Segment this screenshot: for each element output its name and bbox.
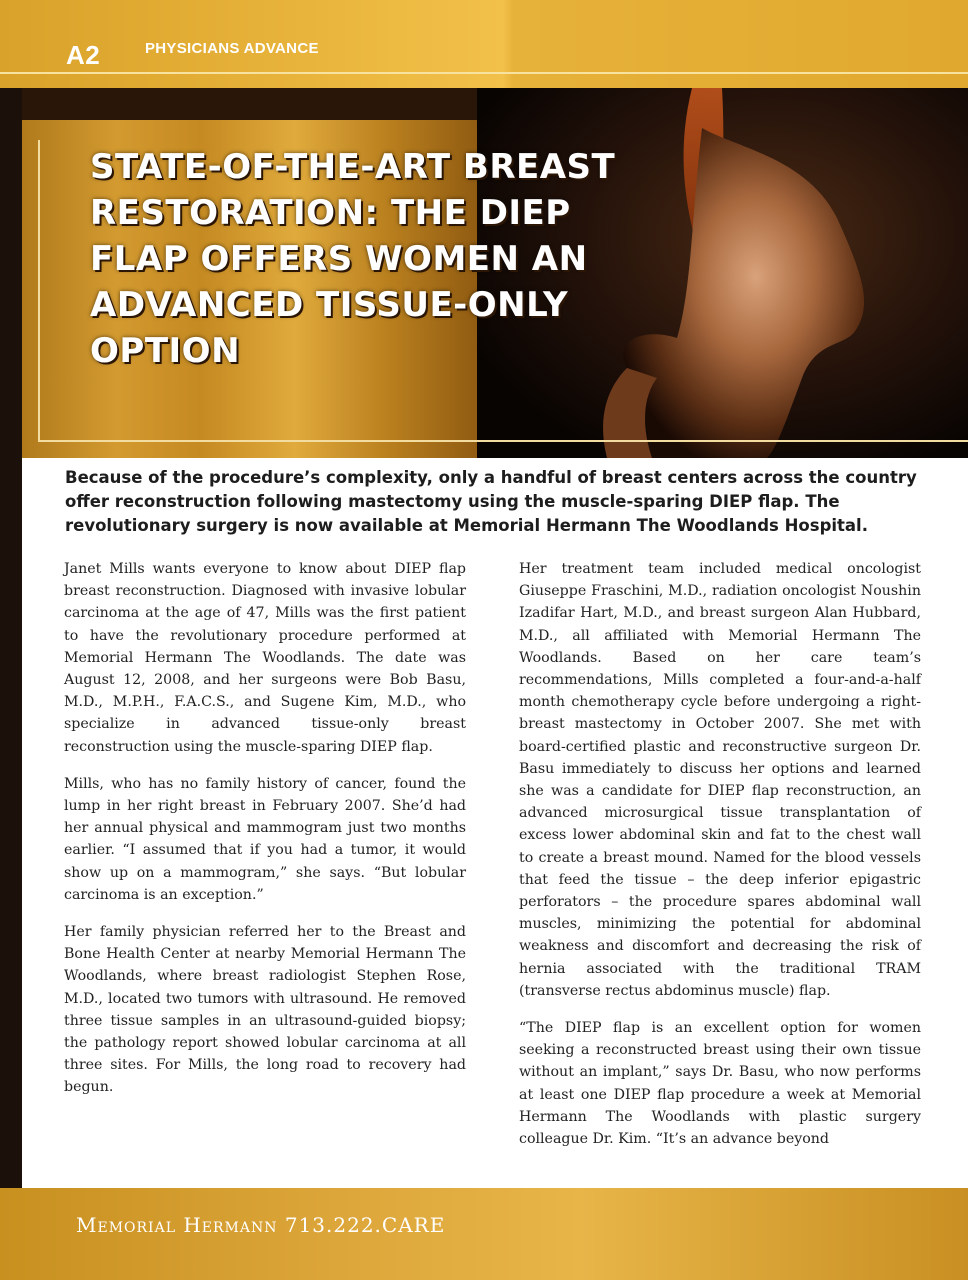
hero-frame-vertical [38, 140, 40, 442]
page-number: A2 [66, 40, 101, 70]
section-name: PHYSICIANS ADVANCE [145, 40, 319, 57]
hero-banner [22, 88, 968, 458]
body-paragraph: Her family physician referred her to the Breast and Bone Health Center at nearby Memorial Hermann The Woodlands, where breast radiologist Stephen Rose, M.D., located two tumors with ultrasound. He removed three tissue samples in an ultrasound-guided biopsy; the pathology report showed lobular carcinoma at all three sites. For Mills, the long road to recovery had begun. [64, 924, 466, 1096]
hero-frame-horizontal [38, 440, 968, 442]
footer-contact: Memorial Hermann 713.222.CARE [76, 1213, 446, 1237]
body-paragraph: Mills, who has no family history of cancer, found the lump in her right breast in February 2007. She’d had her annual physical and mammogram just two months earlier. “I assumed that if you had a tumor, it would show up on a mammogram,” she says. “But lobular carcinoma is an exception.” [64, 775, 466, 903]
header-rule [0, 72, 968, 74]
body-paragraph: “The DIEP flap is an excellent option for women seeking a reconstructed breast using their own tissue without an implant,” says Dr. Basu, who now performs at least one DIEP flap procedure a week at Memorial Hermann The Woodlands with plastic surgery colleague Dr. Kim. “It’s an advance beyond [519, 1020, 921, 1148]
hero-dark-band [22, 88, 492, 120]
body-paragraph: Janet Mills wants everyone to know about DIEP flap breast reconstruction. Diagnosed with invasive lobular carcinoma at the age of 47, Mills was the first patient to have the revolutionary procedure performed at Memorial Hermann The Woodlands. The date was August 12, 2008, and her surgeons were Bob Basu, M.D., M.P.H., F.A.C.S., and Sugene Kim, M.D., who specialize in advanced tissue-only breast reconstruction using the muscle-sparing DIEP flap. [64, 561, 466, 755]
footer-band [0, 1188, 968, 1280]
left-dark-strip [0, 88, 22, 1188]
article-deck: Because of the procedure’s complexity, only a handful of breast centers across the country offer reconstruction following mastectomy using the muscle-sparing DIEP flap. The revolutionary surgery is now available at Memorial Hermann The Woodlands Hospital. [65, 468, 917, 535]
top-header-band [0, 0, 968, 88]
body-column-left [64, 558, 466, 1114]
article-title: STATE-OF-THE-ART BREAST RESTORATION: THE DIEP FLAP OFFERS WOMEN AN ADVANCED TISSUE-ONLY OPTION [90, 147, 616, 371]
body-column-right [519, 558, 921, 1165]
body-paragraph: Her treatment team included medical oncologist Giuseppe Fraschini, M.D., radiation oncologist Noushin Izadifar Hart, M.D., and breast surgeon Alan Hubbard, M.D., all affiliated with Memorial Hermann The Woodlands. Based on her care team’s recommendations, Mills completed a four-and-a-half month chemotherapy cycle before undergoing a right-breast mastectomy in October 2007. She met with board-certified plastic and reconstructive surgeon Dr. Basu immediately to discuss her options and learned she was a candidate for DIEP flap reconstruction, an advanced microsurgical tissue transplantation of excess lower abdominal skin and fat to the chest wall to create a breast mound. Named for the blood vessels that feed the tissue – the deep inferior epigastric perforators – the procedure spares abdominal wall muscles, minimizing the potential for abdominal weakness and discomfort and decreasing the risk of hernia associated with the traditional TRAM (transverse rectus abdominus muscle) flap. [519, 561, 921, 999]
